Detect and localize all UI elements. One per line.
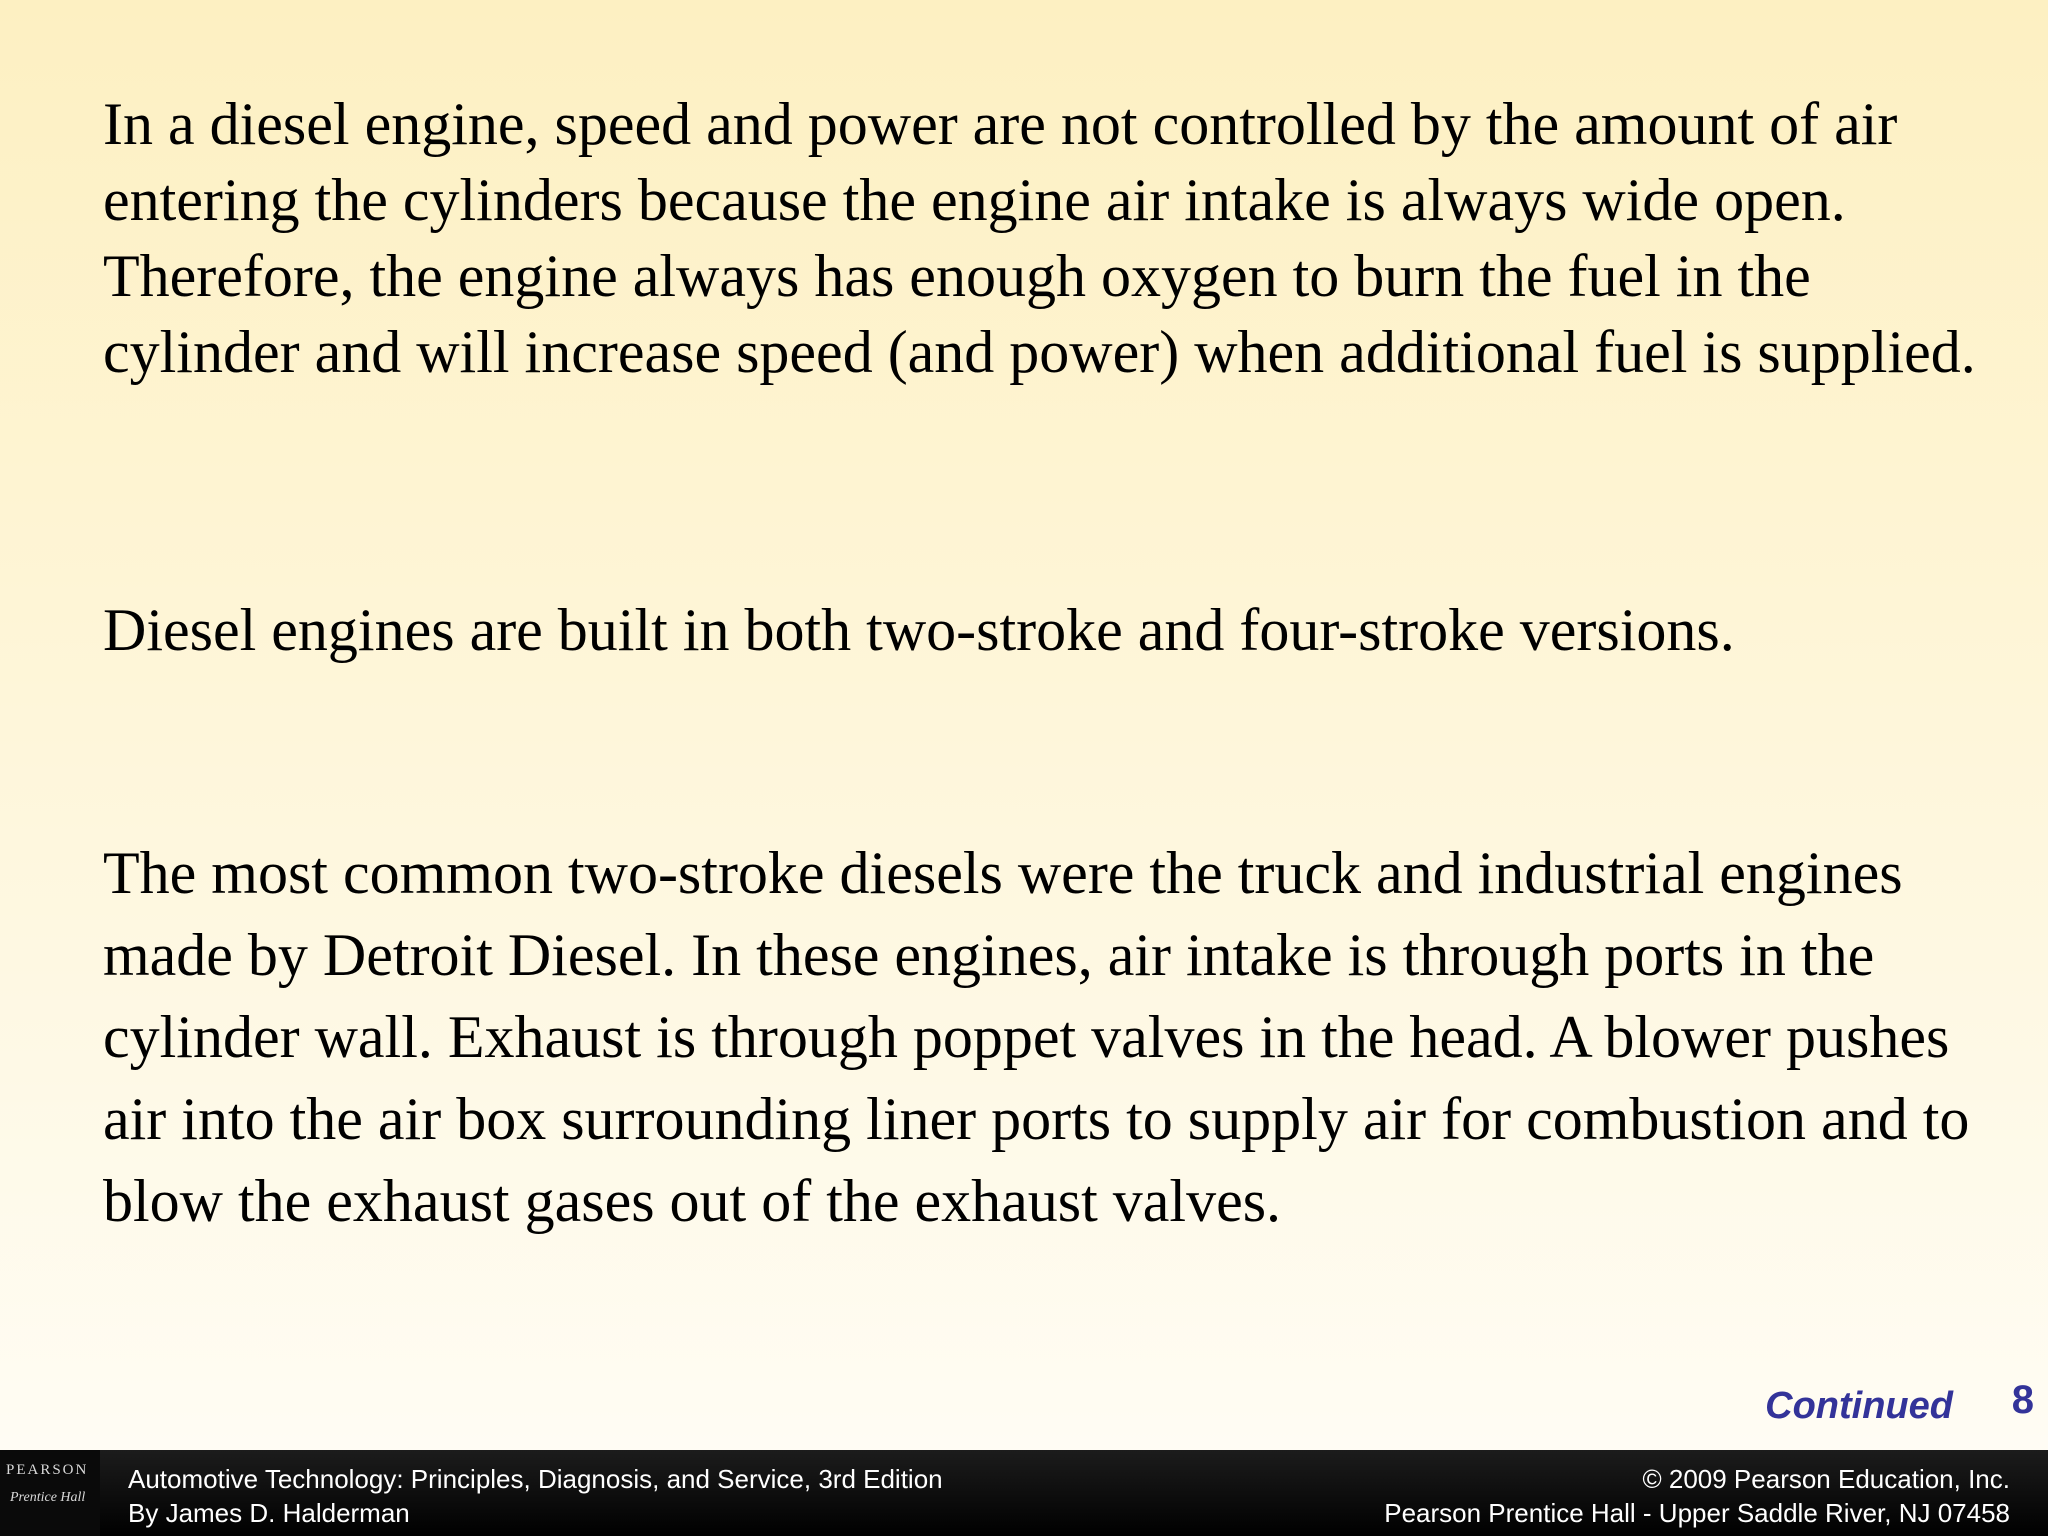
footer-bar [0,1450,2048,1536]
book-author: By James D. Halderman [128,1498,410,1528]
continued-label: Continued [1765,1385,1953,1427]
pearson-prentice-hall-logo [0,1450,100,1536]
logo-wordmark-bottom: Prentice Hall [10,1490,86,1505]
paragraph-two-stroke-diesels: The most common two-stroke diesels were the truck and industrial engines made by Detroit Diesel. In these engines, air intake is through ports in the cylinder wall. Exhaust is through poppet valves in the head. A blower pushes air into the air box surrounding liner ports to supply air for combustion and to blow the exhaust gases out of the exhaust valves. [103,840,1970,1234]
page-number: 8 [2011,1378,2034,1422]
book-title: Automotive Technology: Principles, Diagnosis, and Service, 3rd Edition [128,1464,943,1494]
paragraph-diesel-speed-control: In a diesel engine, speed and power are not controlled by the amount of air entering the cylinders because the engine air intake is always wide open. Therefore, the engine always has enough oxygen to burn the fuel in the cylinder and will increase speed (and power) when additional fuel is supplied. [103,91,1976,385]
copyright-notice: © 2009 Pearson Education, Inc. [1642,1464,2010,1494]
publisher-address: Pearson Prentice Hall - Upper Saddle River, NJ 07458 [1384,1498,2010,1528]
paragraph-engine-versions: Diesel engines are built in both two-stroke and four-stroke versions. [103,597,1735,663]
logo-wordmark-top: PEARSON [6,1462,89,1478]
footer-publisher-info [1384,1462,2010,1530]
footer-book-info [128,1462,943,1530]
